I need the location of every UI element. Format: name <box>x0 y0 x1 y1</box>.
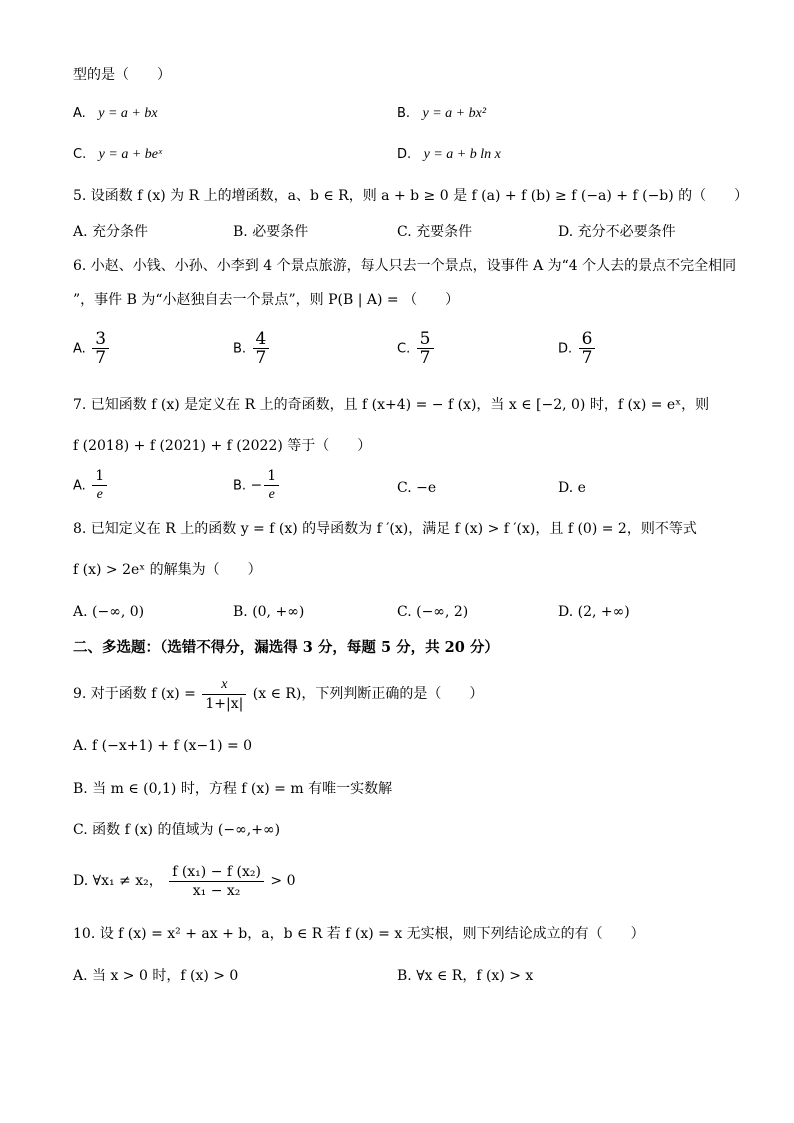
q9-stem-fraction: $\frac{x}{1+|x|}$ <box>202 676 246 713</box>
q4-option-a-label: A. <box>73 106 86 121</box>
q9-stem-post: (x ∈ R)，下列判断正确的是（ ） <box>252 686 484 702</box>
q4-option-c[interactable] <box>73 144 162 165</box>
q8-option-d[interactable]: D. (2, +∞) <box>558 604 630 620</box>
q7-option-a-fraction: $\frac{1}{e}$ <box>92 467 107 504</box>
q6-option-d-fraction: $\frac{6}{7}$ <box>579 330 596 367</box>
question-continuation: 型的是（ ） <box>73 67 171 83</box>
q4-option-b-label: B. <box>397 106 411 121</box>
q8-option-a[interactable]: A. (−∞, 0) <box>73 604 145 620</box>
q7-option-b-fraction: $\frac{1}{e}$ <box>264 467 279 504</box>
q4-option-c-expr: y = a + beˣ <box>98 147 162 162</box>
q7-stem-line2: f (2018) + f (2021) + f (2022) 等于（ ） <box>73 438 372 454</box>
q6-stem-line2: ”，事件 B 为“小赵独自去一个景点”，则 P(B | A) = （ ） <box>73 292 460 308</box>
q7-option-a[interactable] <box>73 467 109 504</box>
q6-option-c[interactable] <box>397 330 436 367</box>
q6-option-b-label: B. <box>233 341 247 357</box>
q9-option-a[interactable]: A. f (−x+1) + f (x−1) = 0 <box>73 738 253 754</box>
q5-option-c[interactable]: C. 充要条件 <box>397 224 473 240</box>
q9-option-c[interactable]: C. 函数 f (x) 的值域为 (−∞,+∞) <box>73 822 281 838</box>
q9-option-d-pre: D. ∀x₁ ≠ x₂， <box>73 873 163 889</box>
q10-option-a[interactable]: A. 当 x > 0 时，f (x) > 0 <box>73 968 239 984</box>
q9-option-b[interactable]: B. 当 m ∈ (0,1) 时，方程 f (x) = m 有唯一实数解 <box>73 781 393 797</box>
q7-stem-line1: 7. 已知函数 f (x) 是定义在 R 上的奇函数，且 f (x+4) = − f (x)，当 x ∈ [−2, 0) 时，f (x) = eˣ，则 <box>73 397 710 413</box>
q7-option-c[interactable]: C. −e <box>397 480 437 496</box>
q7-option-a-label: A. <box>73 478 86 494</box>
q5-stem: 5. 设函数 f (x) 为 R 上的增函数，a、b ∈ R，则 a + b ≥ 0 是 f (a) + f (b) ≥ f (−a) + f (−b) 的（ ） <box>73 188 749 204</box>
q5-option-d[interactable]: D. 充分不必要条件 <box>558 224 676 240</box>
q6-option-d-label: D. <box>558 341 573 357</box>
q4-option-a-expr: y = a + bx <box>98 106 158 121</box>
q7-option-b[interactable] <box>233 467 281 504</box>
q9-option-d-post: > 0 <box>270 873 296 889</box>
q7-option-b-minus: − <box>250 477 263 494</box>
q6-option-c-fraction: $\frac{5}{7}$ <box>417 330 434 367</box>
q9-option-d-fraction: $\frac{\text{f (x₁) − f (x₂)}}{\text{x₁ − x₂}}$ <box>169 863 264 900</box>
q6-option-a[interactable] <box>73 330 111 367</box>
q4-option-d-label: D. <box>397 147 412 162</box>
q4-option-b-expr: y = a + bx² <box>422 106 487 121</box>
q4-option-d-expr: y = a + b ln x <box>423 147 501 162</box>
q9-stem <box>73 672 483 716</box>
section-heading: 二、多选题：（选错不得分，漏选得 3 分，每题 5 分，共 20 分） <box>73 639 499 656</box>
q6-option-d[interactable] <box>558 330 597 367</box>
q9-stem-pre: 9. 对于函数 f (x) = <box>73 686 196 702</box>
q10-option-b[interactable]: B. ∀x ∈ R，f (x) > x <box>397 968 534 984</box>
q6-option-b-fraction: $\frac{4}{7}$ <box>253 330 270 367</box>
q10-stem: 10. 设 f (x) = x² + ax + b，a，b ∈ R 若 f (x) = x 无实根，则下列结论成立的有（ ） <box>73 926 645 942</box>
q6-option-a-label: A. <box>73 341 86 357</box>
q9-option-d[interactable] <box>73 856 296 906</box>
q4-option-a[interactable] <box>73 103 158 124</box>
q4-option-c-label: C. <box>73 147 87 162</box>
q4-option-b[interactable] <box>397 103 486 124</box>
q6-option-b[interactable] <box>233 330 271 367</box>
q4-option-d[interactable] <box>397 144 501 165</box>
q8-option-b[interactable]: B. (0, +∞) <box>233 604 305 620</box>
q7-option-d[interactable]: D. e <box>558 480 586 496</box>
q6-option-c-label: C. <box>397 341 411 357</box>
q8-option-c[interactable]: C. (−∞, 2) <box>397 604 469 620</box>
q8-stem-line1: 8. 已知定义在 R 上的函数 y = f (x) 的导函数为 f ′(x)，满足 f (x) > f ′(x)，且 f (0) = 2，则不等式 <box>73 521 697 537</box>
q8-stem-line2: f (x) > 2eˣ 的解集为（ ） <box>73 562 262 578</box>
q6-stem-line1: 6. 小赵、小钱、小孙、小李到 4 个景点旅游，每人只去一个景点，设事件 A 为“4 个人去的景点不完全相同 <box>73 258 737 274</box>
q7-option-b-label: B. <box>233 478 247 494</box>
q5-option-a[interactable]: A. 充分条件 <box>73 224 149 240</box>
q5-option-b[interactable]: B. 必要条件 <box>233 224 309 240</box>
q6-option-a-fraction: $\frac{3}{7}$ <box>92 330 109 367</box>
